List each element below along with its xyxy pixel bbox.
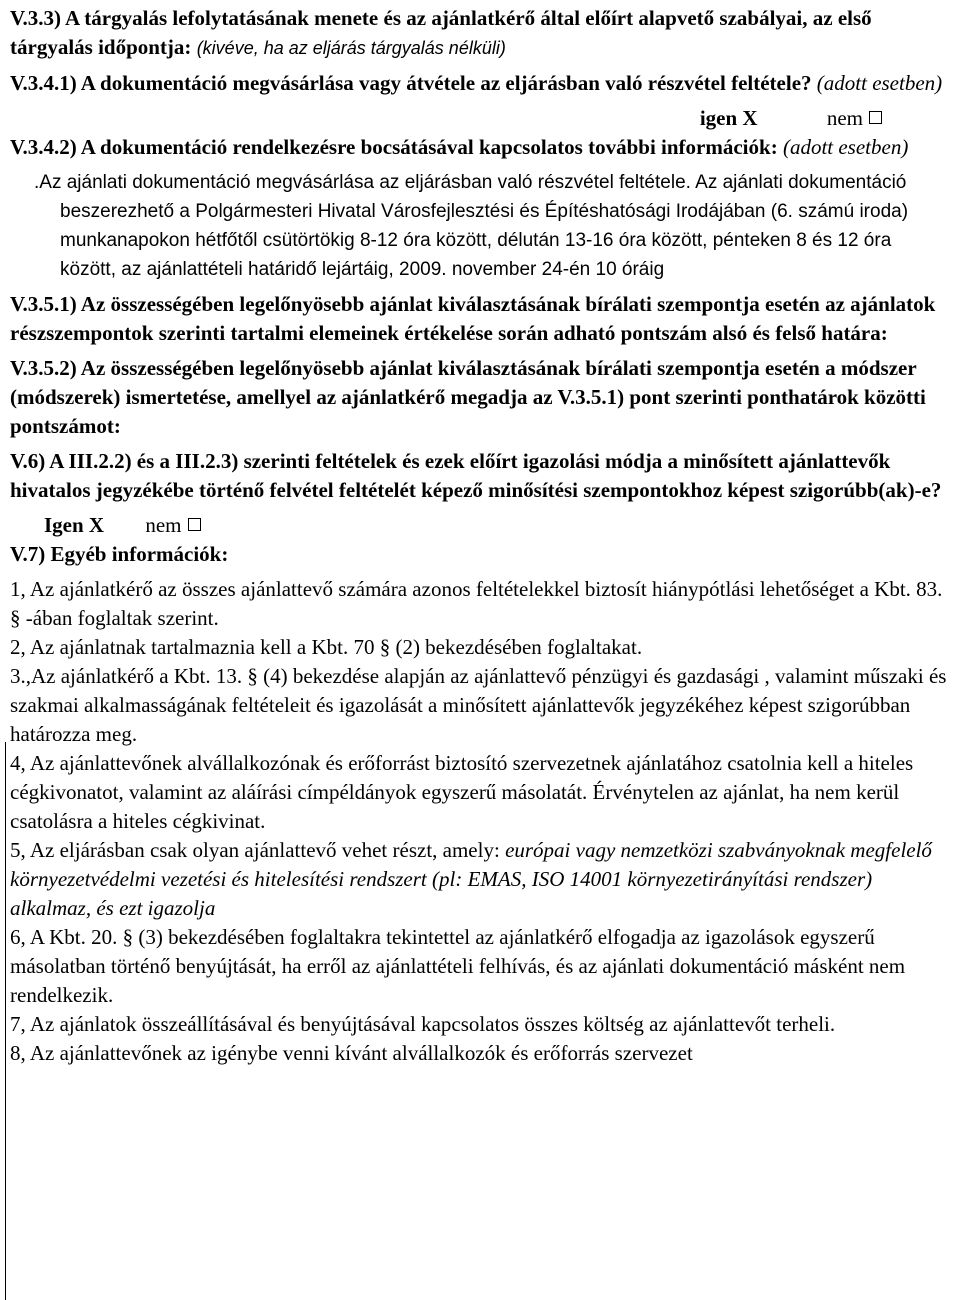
info-item-7: 7, Az ajánlatok összeállításával és benyújtásával kapcsolatos összes költség az ajánlattevőt terheli. (10, 1012, 836, 1036)
yes-option: Igen X (44, 513, 105, 537)
section-v333 (8, 4, 952, 63)
section-v352: V.3.5.2) Az összességében legelőnyösebb ajánlat kiválasztásának bírálati szempontja esetén a módszer (módszerek) ismertetése, amellyel az ajánlatkérő megadja az V.3.5.1) pont szerinti ponthatárok közötti pontszámot: (10, 356, 926, 438)
info-item-6: 6, A Kbt. 20. § (3) bekezdésében foglaltakra tekintettel az ajánlatkérő elfogadja az igazolások egyszerű másolatban történő benyújtását, ha erről az ajánlattételi felhívás, és az ajánlati dokumentáció másként nem rendelkezik. (10, 925, 906, 1007)
section-v3341-note: (adott esetben) (816, 71, 943, 95)
no-option-label: nem (826, 106, 863, 130)
section-v7-title: V.7) Egyéb információk: (10, 542, 229, 566)
section-v3341-choice (8, 104, 952, 133)
info-item-5 (8, 836, 952, 923)
checkbox-icon (188, 518, 201, 531)
yes-option: igen X (699, 106, 758, 130)
section-v3342-title: V.3.4.2) A dokumentáció rendelkezésre bocsátásával kapcsolatos további információk: (10, 135, 778, 159)
info-item-8: 8, Az ajánlattevőnek az igénybe venni kívánt alvállalkozók és erőforrás szervezet (10, 1041, 693, 1065)
checkbox-icon (869, 111, 882, 124)
section-v3342-note: (adott esetben) (782, 135, 909, 159)
no-option (145, 513, 200, 537)
section-v6: V.6) A III.2.2) és a III.2.3) szerinti feltételek és ezek előírt igazolási módja a minősített ajánlattevők hivatalos jegyzékébe történő felvétel feltételét képező minősítési szempontokhoz képest szigorúbb(ak)-e? (10, 449, 942, 502)
section-v351: V.3.5.1) Az összességében legelőnyösebb ajánlat kiválasztásának bírálati szempontja esetén az ajánlatok részszempontok szerinti tartalmi elemeinek értékelése során adható pontszám alsó és felső határa: (10, 292, 936, 345)
document-page (8, 4, 952, 1068)
no-option (827, 106, 882, 130)
info-item-5-italic: európai vagy nemzetközi szabványoknak megfelelő környezetvédelmi vezetési és hitelesítési rendszert (pl: EMAS, ISO 14001 környezetirányítási rendszer) alkalmaz, és ezt igazolja (10, 838, 932, 920)
section-v3341 (8, 69, 952, 98)
info-item-4: 4, Az ajánlattevőnek alvállalkozónak és erőforrást biztosító szervezetnek ajánlatához csatolnia kell a hiteles cégkivonatot, valamint az aláírási címpéldányok egyszerű másolatát. Érvénytelen az ajánlat, ha nem kerül csatolásra a hiteles cégkivinat. (10, 751, 914, 833)
left-border-line (5, 742, 6, 1300)
info-item-3: 3.,Az ajánlatkérő a Kbt. 13. § (4) bekezdése alapján az ajánlattevő pénzügyi és gazdasági , valamint műszaki és szakmai alkalmasságának feltételeit és igazolását a minősített ajánlattevők jegyzékéhez képest szigorúbban határozza meg. (10, 664, 947, 746)
info-item-2: 2, Az ajánlatnak tartalmaznia kell a Kbt. 70 § (2) bekezdésében foglaltakat. (10, 635, 643, 659)
section-v6-choice (8, 511, 952, 540)
section-v3341-title: V.3.4.1) A dokumentáció megvásárlása vagy átvétele az eljárásban való részvétel feltétele? (10, 71, 812, 95)
no-option-label: nem (145, 513, 182, 537)
info-item-1: 1, Az ajánlatkérő az összes ajánlattevő számára azonos feltételekkel biztosít hiánypótlási lehetőséget a Kbt. 83. § -ában foglaltak szerint. (10, 577, 943, 630)
info-item-5-lead: 5, Az eljárásban csak olyan ajánlattevő vehet részt, amely: (10, 838, 500, 862)
section-v333-title: V.3.3) A tárgyalás lefolytatásának menete és az ajánlatkérő által előírt alapvető szabályai, az első tárgyalás időpontja: (10, 6, 872, 59)
section-v3342-text: .Az ajánlati dokumentáció megvásárlása az eljárásban való részvétel feltétele. Az ajánlati dokumentáció beszerezhető a Polgármesteri Hivatal Városfejlesztési és Építéshatósági Irodájában (6. számú iroda) munkanapokon hétfőtől csütörtökig 8-12 óra között, délután 13-16 óra között, pénteken 8 és 12 óra között, az ajánlattételi határidő lejártáig, 2009. november 24-én 10 óráig (34, 172, 909, 280)
section-v3342 (8, 133, 952, 162)
section-v333-note: (kivéve, ha az eljárás tárgyalás nélküli) (196, 38, 506, 58)
